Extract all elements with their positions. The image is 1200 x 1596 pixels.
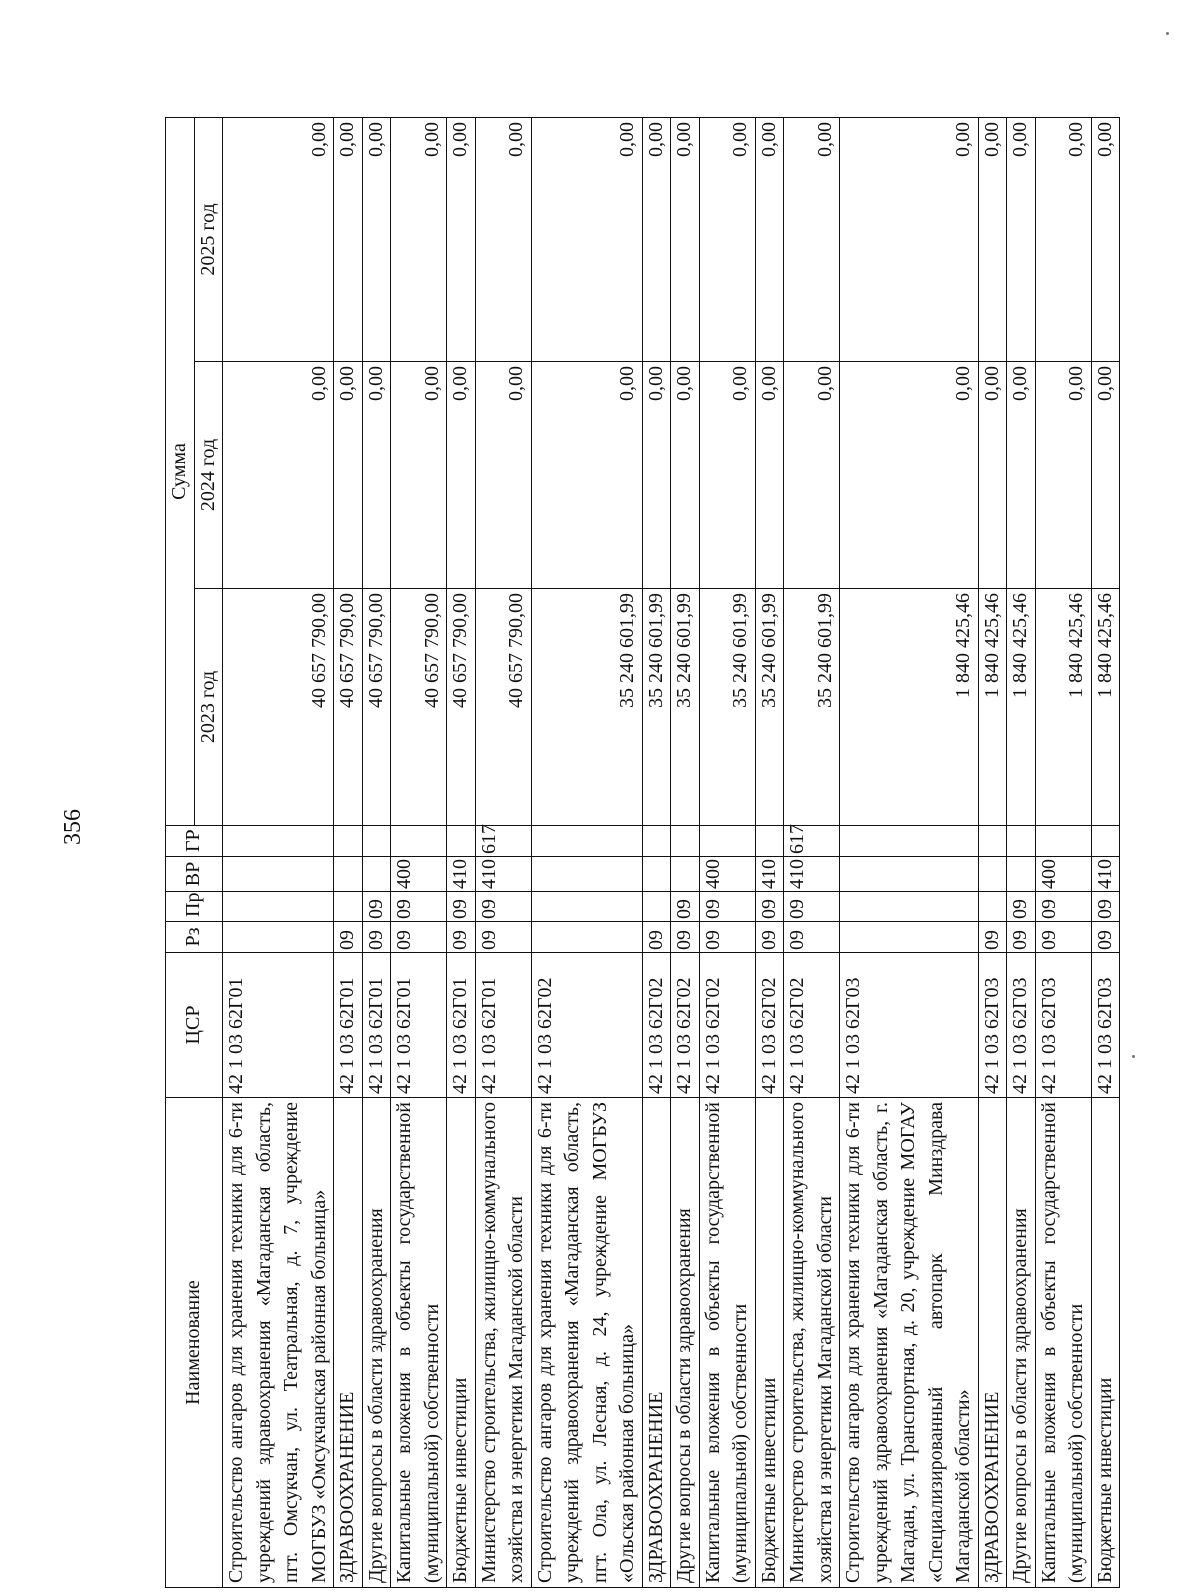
amount-2023-cell: 35 240 601,99 [642, 589, 671, 826]
amount-2025-cell: 0,00 [391, 117, 447, 361]
pr-cell: 09 [475, 892, 531, 922]
header-gr: ГР [166, 826, 223, 857]
name-cell: Строительство ангаров для хранения техники для 6-ти учреждений здравоохранения «Магаданская область, пгт. Ола, ул. Лесная, д. 24, учреждение МОГБУЗ «Ольская районная больница» [531, 1098, 642, 1588]
vr-cell [642, 857, 671, 892]
pr-cell [223, 892, 334, 922]
name-cell: Капитальные вложения в объекты государственной (муниципальной) собственности [1035, 1098, 1091, 1588]
amount-2023-cell: 40 657 790,00 [334, 589, 363, 826]
rz-cell: 09 [391, 922, 447, 953]
table-row [475, 117, 531, 1587]
rz-cell: 09 [1035, 922, 1091, 953]
name-cell: Другие вопросы в области здравоохранения [362, 1098, 391, 1588]
amount-2024-cell: 0,00 [223, 362, 334, 589]
table-row [334, 117, 363, 1587]
name-cell: Капитальные вложения в объекты государственной (муниципальной) собственности [391, 1098, 447, 1588]
header-2025: 2025 год [194, 117, 223, 361]
vr-cell: 400 [391, 857, 447, 892]
pr-cell: 09 [391, 892, 447, 922]
amount-2024-cell: 0,00 [475, 362, 531, 589]
csr-cell: 42 1 03 62Г03 [1035, 953, 1091, 1098]
pr-cell [531, 892, 642, 922]
pr-cell: 09 [362, 892, 391, 922]
amount-2025-cell: 0,00 [642, 117, 671, 361]
amount-2025-cell: 0,00 [1035, 117, 1091, 361]
vr-cell [334, 857, 363, 892]
vr-cell [978, 857, 1007, 892]
name-cell: ЗДРАВООХРАНЕНИЕ [334, 1098, 363, 1588]
rz-cell: 09 [334, 922, 363, 953]
rz-cell [840, 922, 979, 953]
pr-cell [840, 892, 979, 922]
amount-2024-cell: 0,00 [755, 362, 784, 589]
pr-cell [642, 892, 671, 922]
amount-2025-cell: 0,00 [1007, 117, 1036, 361]
amount-2024-cell: 0,00 [1007, 362, 1036, 589]
gr-cell [1035, 826, 1091, 857]
amount-2023-cell: 35 240 601,99 [784, 589, 840, 826]
table-header [166, 117, 223, 1587]
name-cell: Бюджетные инвестиции [755, 1098, 784, 1588]
amount-2024-cell: 0,00 [362, 362, 391, 589]
name-cell: Бюджетные инвестиции [1091, 1098, 1120, 1588]
amount-2025-cell: 0,00 [447, 117, 476, 361]
amount-2025-cell: 0,00 [531, 117, 642, 361]
gr-cell [840, 826, 979, 857]
amount-2024-cell: 0,00 [447, 362, 476, 589]
vr-cell: 410 [784, 857, 840, 892]
table-row [1035, 117, 1091, 1587]
vr-cell: 410 [755, 857, 784, 892]
name-cell: Министерство строительства, жилищно-коммунального хозяйства и энергетики Магаданской области [784, 1098, 840, 1588]
csr-cell: 42 1 03 62Г02 [531, 953, 642, 1098]
rz-cell: 09 [978, 922, 1007, 953]
csr-cell: 42 1 03 62Г02 [784, 953, 840, 1098]
gr-cell [755, 826, 784, 857]
vr-cell [531, 857, 642, 892]
table-row [223, 117, 334, 1587]
name-cell: Бюджетные инвестиции [447, 1098, 476, 1588]
amount-2025-cell: 0,00 [784, 117, 840, 361]
csr-cell: 42 1 03 62Г03 [978, 953, 1007, 1098]
gr-cell [447, 826, 476, 857]
amount-2025-cell: 0,00 [671, 117, 700, 361]
vr-cell [362, 857, 391, 892]
rz-cell: 09 [642, 922, 671, 953]
amount-2024-cell: 0,00 [1035, 362, 1091, 589]
pr-cell: 09 [1091, 892, 1120, 922]
csr-cell: 42 1 03 62Г01 [475, 953, 531, 1098]
header-vr: ВР [166, 857, 223, 892]
amount-2025-cell: 0,00 [840, 117, 979, 361]
csr-cell: 42 1 03 62Г02 [699, 953, 755, 1098]
amount-2023-cell: 40 657 790,00 [447, 589, 476, 826]
name-cell: Строительство ангаров для хранения техники для 6-ти учреждений здравоохранения «Магаданская область, пгт. Омсукчан, ул. Театральная, д. 7, учреждение МОГБУЗ «Омсукчанская районная больница» [223, 1098, 334, 1588]
amount-2024-cell: 0,00 [671, 362, 700, 589]
csr-cell: 42 1 03 62Г02 [671, 953, 700, 1098]
pr-cell: 09 [755, 892, 784, 922]
table-row [642, 117, 671, 1587]
table-row [784, 117, 840, 1587]
table-row [978, 117, 1007, 1587]
name-cell: Министерство строительства, жилищно-коммунального хозяйства и энергетики Магаданской области [475, 1098, 531, 1588]
rz-cell: 09 [699, 922, 755, 953]
gr-cell [671, 826, 700, 857]
gr-cell [391, 826, 447, 857]
amount-2024-cell: 0,00 [1091, 362, 1120, 589]
header-2023: 2023 год [194, 589, 223, 826]
vr-cell: 400 [1035, 857, 1091, 892]
table-row [447, 117, 476, 1587]
gr-cell [699, 826, 755, 857]
csr-cell: 42 1 03 62Г03 [840, 953, 979, 1098]
gr-cell [223, 826, 334, 857]
name-cell: Другие вопросы в области здравоохранения [671, 1098, 700, 1588]
gr-cell [334, 826, 363, 857]
header-csr: ЦСР [166, 953, 223, 1098]
pr-cell: 09 [1035, 892, 1091, 922]
amount-2025-cell: 0,00 [699, 117, 755, 361]
amount-2023-cell: 40 657 790,00 [362, 589, 391, 826]
page-number: 356 [60, 809, 86, 845]
csr-cell: 42 1 03 62Г01 [223, 953, 334, 1098]
gr-cell [642, 826, 671, 857]
name-cell: Строительство ангаров для хранения техники для 6-ти учреждений здравоохранения «Магаданская область, г. Магадан, ул. Транспортная, д. 20, учреждение МОГАУ «Специализированный автопарк Минздрава Магаданской области» [840, 1098, 979, 1588]
table-row [1007, 117, 1036, 1587]
amount-2023-cell: 1 840 425,46 [840, 589, 979, 826]
amount-2023-cell: 1 840 425,46 [1091, 589, 1120, 826]
header-rz: Рз [166, 922, 223, 953]
vr-cell [1007, 857, 1036, 892]
table-row [531, 117, 642, 1587]
pr-cell: 09 [671, 892, 700, 922]
name-cell: ЗДРАВООХРАНЕНИЕ [642, 1098, 671, 1588]
header-pr: Пр [166, 892, 223, 922]
amount-2025-cell: 0,00 [362, 117, 391, 361]
table-row [699, 117, 755, 1587]
amount-2024-cell: 0,00 [531, 362, 642, 589]
amount-2024-cell: 0,00 [699, 362, 755, 589]
amount-2024-cell: 0,00 [391, 362, 447, 589]
gr-cell: 617 [784, 826, 840, 857]
amount-2023-cell: 35 240 601,99 [531, 589, 642, 826]
csr-cell: 42 1 03 62Г01 [362, 953, 391, 1098]
name-cell: Другие вопросы в области здравоохранения [1007, 1098, 1036, 1588]
amount-2025-cell: 0,00 [978, 117, 1007, 361]
rz-cell: 09 [447, 922, 476, 953]
rz-cell: 09 [784, 922, 840, 953]
vr-cell: 400 [699, 857, 755, 892]
amount-2023-cell: 35 240 601,99 [755, 589, 784, 826]
rz-cell: 09 [362, 922, 391, 953]
table-row [840, 117, 979, 1587]
amount-2023-cell: 40 657 790,00 [223, 589, 334, 826]
gr-cell [1007, 826, 1036, 857]
csr-cell: 42 1 03 62Г03 [1091, 953, 1120, 1098]
pr-cell [334, 892, 363, 922]
amount-2023-cell: 35 240 601,99 [671, 589, 700, 826]
budget-table [165, 117, 1120, 1588]
csr-cell: 42 1 03 62Г01 [391, 953, 447, 1098]
gr-cell [531, 826, 642, 857]
amount-2023-cell: 35 240 601,99 [699, 589, 755, 826]
rz-cell: 09 [475, 922, 531, 953]
table-row [1091, 117, 1120, 1587]
gr-cell [978, 826, 1007, 857]
amount-2024-cell: 0,00 [784, 362, 840, 589]
rz-cell: 09 [1007, 922, 1036, 953]
vr-cell [840, 857, 979, 892]
table-row [755, 117, 784, 1587]
amount-2025-cell: 0,00 [223, 117, 334, 361]
csr-cell: 42 1 03 62Г02 [755, 953, 784, 1098]
rz-cell: 09 [755, 922, 784, 953]
amount-2024-cell: 0,00 [840, 362, 979, 589]
rz-cell: 09 [671, 922, 700, 953]
csr-cell: 42 1 03 62Г01 [447, 953, 476, 1098]
pr-cell: 09 [784, 892, 840, 922]
gr-cell [362, 826, 391, 857]
amount-2023-cell: 1 840 425,46 [978, 589, 1007, 826]
header-sum: Сумма [166, 117, 195, 825]
csr-cell: 42 1 03 62Г03 [1007, 953, 1036, 1098]
pr-cell: 09 [699, 892, 755, 922]
pr-cell: 09 [447, 892, 476, 922]
amount-2024-cell: 0,00 [978, 362, 1007, 589]
header-2024: 2024 год [194, 362, 223, 589]
amount-2023-cell: 1 840 425,46 [1035, 589, 1091, 826]
amount-2025-cell: 0,00 [755, 117, 784, 361]
vr-cell: 410 [447, 857, 476, 892]
amount-2025-cell: 0,00 [475, 117, 531, 361]
amount-2024-cell: 0,00 [642, 362, 671, 589]
rotated-budget-table [165, 118, 1117, 1588]
csr-cell: 42 1 03 62Г02 [642, 953, 671, 1098]
vr-cell [671, 857, 700, 892]
table-body [223, 117, 1120, 1587]
rz-cell [223, 922, 334, 953]
table-row [362, 117, 391, 1587]
header-name: Наименование [166, 1098, 223, 1588]
vr-cell [223, 857, 334, 892]
amount-2023-cell: 1 840 425,46 [1007, 589, 1036, 826]
scan-speck [1132, 1055, 1135, 1058]
amount-2024-cell: 0,00 [334, 362, 363, 589]
gr-cell [1091, 826, 1120, 857]
gr-cell: 617 [475, 826, 531, 857]
amount-2025-cell: 0,00 [334, 117, 363, 361]
amount-2023-cell: 40 657 790,00 [475, 589, 531, 826]
vr-cell: 410 [1091, 857, 1120, 892]
csr-cell: 42 1 03 62Г01 [334, 953, 363, 1098]
table-row [671, 117, 700, 1587]
rz-cell [531, 922, 642, 953]
pr-cell: 09 [1007, 892, 1036, 922]
table-row [391, 117, 447, 1587]
name-cell: Капитальные вложения в объекты государственной (муниципальной) собственности [699, 1098, 755, 1588]
scan-speck [1166, 32, 1169, 35]
vr-cell: 410 [475, 857, 531, 892]
name-cell: ЗДРАВООХРАНЕНИЕ [978, 1098, 1007, 1588]
rz-cell: 09 [1091, 922, 1120, 953]
amount-2025-cell: 0,00 [1091, 117, 1120, 361]
pr-cell [978, 892, 1007, 922]
amount-2023-cell: 40 657 790,00 [391, 589, 447, 826]
